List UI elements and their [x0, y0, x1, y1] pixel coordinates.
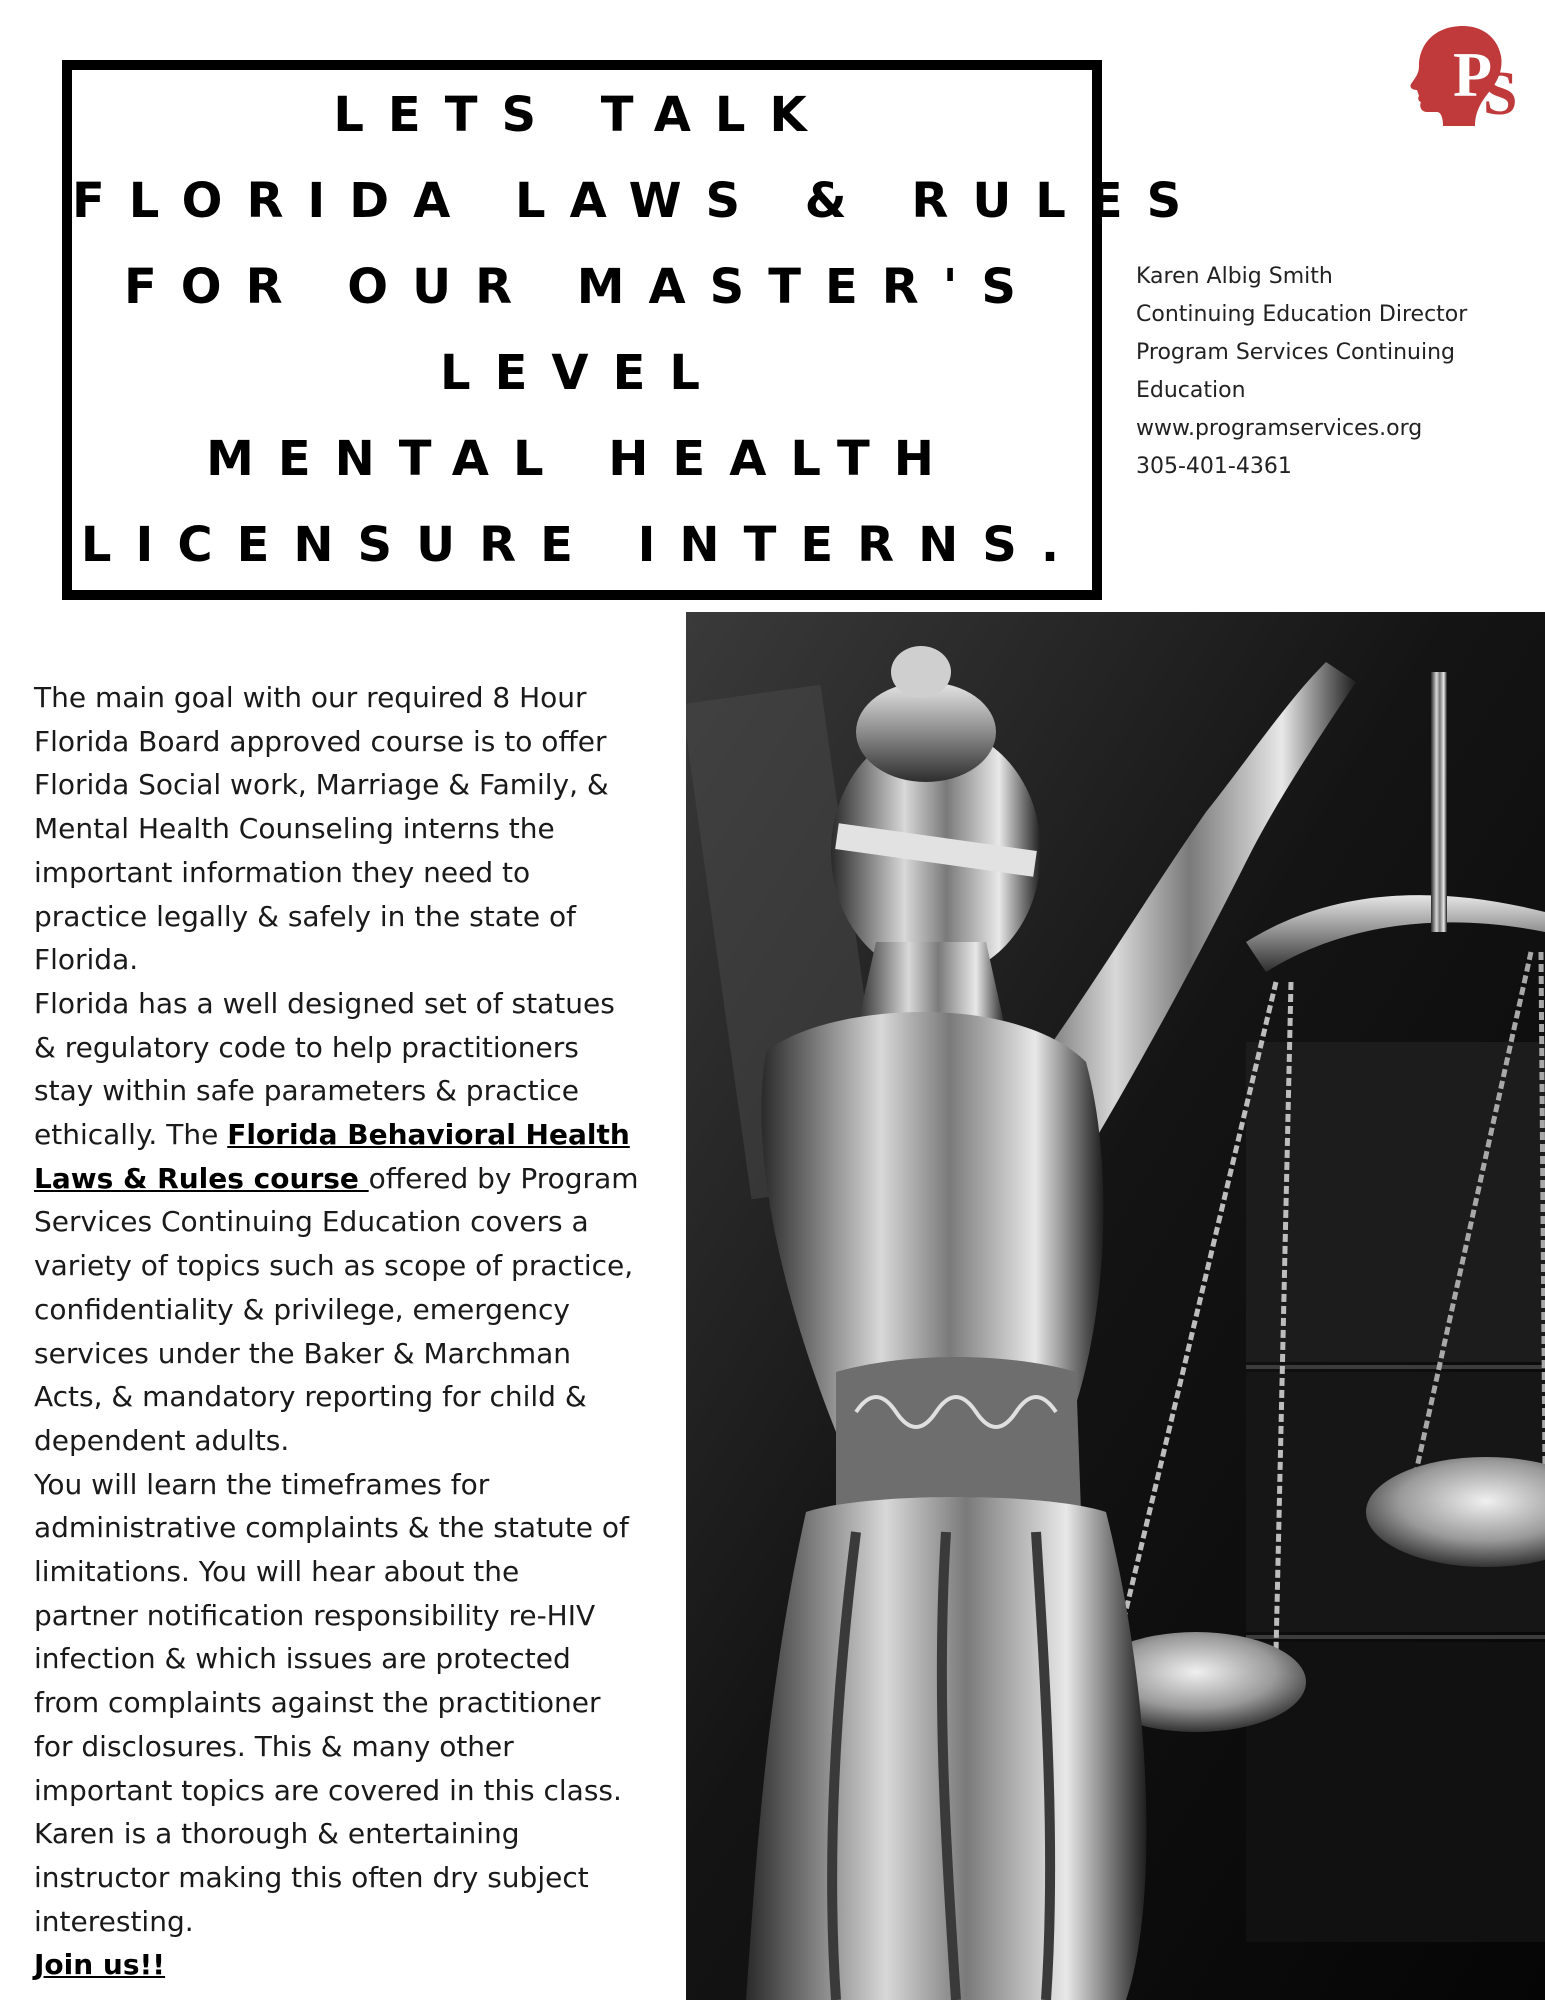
cta-line	[34, 1943, 694, 1987]
body-line: practice legally & safely in the state of	[34, 899, 576, 933]
body-line: Florida has a well designed set of statues	[34, 986, 615, 1020]
body-line: Acts, & mandatory reporting for child &	[34, 1380, 587, 1414]
course-link-part-2[interactable]: Laws & Rules course	[34, 1161, 369, 1195]
course-description	[34, 676, 694, 1987]
body-line: limitations. You will hear about the	[34, 1555, 520, 1589]
contact-org-line-2: Education	[1136, 378, 1246, 403]
body-line: infection & which issues are protected	[34, 1642, 571, 1676]
body-line: Florida.	[34, 943, 139, 977]
body-line: Mental Health Counseling interns the	[34, 812, 555, 846]
contact-org-line-1: Program Services Continuing	[1136, 340, 1455, 365]
body-line: Services Continuing Education covers a	[34, 1205, 589, 1239]
body-line: variety of topics such as scope of practice,	[34, 1249, 634, 1283]
body-line: administrative complaints & the statute of	[34, 1511, 629, 1545]
body-line: partner notification responsibility re-HIV	[34, 1598, 596, 1632]
body-line: important information they need to	[34, 855, 531, 889]
body-line: Karen is a thorough & entertaining	[34, 1817, 520, 1851]
title-line-2: FLORIDA LAWS & RULES	[72, 173, 1206, 229]
body-line: instructor making this often dry subject	[34, 1860, 589, 1894]
body-line: You will learn the timeframes for	[34, 1467, 490, 1501]
svg-text:P: P	[1453, 39, 1493, 110]
course-link-part-1[interactable]: Florida Behavioral Health	[227, 1118, 630, 1152]
body-line	[34, 1157, 694, 1201]
title-line-3: FOR OUR MASTER'S	[124, 259, 1040, 315]
lady-justice-statue-image	[686, 612, 1545, 2000]
title-line-4: LEVEL	[440, 345, 724, 401]
svg-text:S: S	[1483, 60, 1518, 128]
head-silhouette-logo-icon	[1405, 22, 1530, 130]
body-line: Florida Social work, Marriage & Family, &	[34, 768, 609, 802]
contact-website[interactable]: www.programservices.org	[1136, 416, 1423, 441]
body-line: services under the Baker & Marchman	[34, 1336, 572, 1370]
program-services-logo	[1405, 22, 1530, 130]
body-line: stay within safe parameters & practice	[34, 1074, 580, 1108]
body-line: important topics are covered in this class.	[34, 1773, 622, 1807]
lady-justice-photo	[686, 612, 1545, 2000]
body-line: dependent adults.	[34, 1423, 290, 1457]
contact-role: Continuing Education Director	[1136, 302, 1468, 327]
title-line-5: MENTAL HEALTH	[206, 431, 958, 487]
contact-name: Karen Albig Smith	[1136, 264, 1333, 289]
join-us-link[interactable]: Join us!!	[34, 1948, 166, 1982]
body-line	[34, 1113, 694, 1157]
body-line: The main goal with our required 8 Hour	[34, 681, 587, 714]
title-line-1: LETS TALK	[333, 87, 831, 143]
body-line: Florida Board approved course is to offer	[34, 724, 607, 758]
body-line: confidentiality & privilege, emergency	[34, 1292, 570, 1326]
body-text-fragment: offered by Program	[368, 1161, 639, 1195]
body-line: from complaints against the practitioner	[34, 1686, 601, 1720]
body-text-fragment: ethically. The	[34, 1118, 228, 1152]
contact-info	[1136, 258, 1536, 486]
title-line-6: LICENSURE INTERNS.	[80, 517, 1084, 573]
body-line: for disclosures. This & many other	[34, 1729, 514, 1763]
contact-phone: 305-401-4361	[1136, 454, 1292, 479]
body-line: interesting.	[34, 1904, 194, 1938]
body-line: & regulatory code to help practitioners	[34, 1030, 579, 1064]
